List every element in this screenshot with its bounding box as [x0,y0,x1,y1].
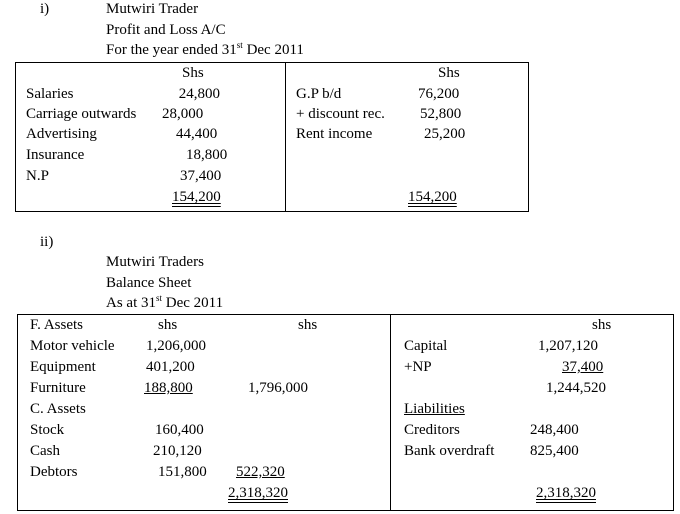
current-asset-label: Stock [30,422,65,438]
section-number-1: i) [40,1,50,17]
liabilities-heading: Liabilities [404,401,465,417]
pl-credit-label: Rent income [296,126,373,142]
net-profit-label: +NP [404,359,432,375]
pl-debit-label: N.P [26,168,49,184]
current-asset-amount: 151,800 [158,464,207,480]
pl-title: Profit and Loss A/C [106,22,226,38]
pl-credit-total: 154,200 [408,189,457,205]
pl-debit-amount: 44,400 [176,126,218,142]
pl-debit-amount: 18,800 [186,147,228,163]
trader-name-1: Mutwiri Trader [106,1,199,17]
net-profit-amount: 37,400 [562,359,604,375]
pl-debit-amount: 24,800 [178,86,220,102]
pl-credit-amount: 52,800 [420,106,462,122]
fixed-asset-amount: 401,200 [146,359,195,375]
current-assets-heading: C. Assets [30,401,86,417]
pl-debit-label: Insurance [26,147,85,163]
pl-credit-amount: 76,200 [418,86,460,102]
current-asset-label: Debtors [30,464,78,480]
pl-debit-currency: Shs [182,65,204,81]
pl-debit-label: Advertising [26,126,97,142]
liability-label: Bank overdraft [404,443,495,459]
pl-debit-label: Salaries [26,86,74,102]
fixed-assets-heading: F. Assets [30,317,83,333]
capital-label: Capital [404,338,448,354]
liability-label: Creditors [404,422,460,438]
bs-date: As at 31st Dec 2011 [106,293,224,311]
fixed-asset-label: Furniture [30,380,86,396]
liabilities-grand-total: 2,318,320 [536,485,596,501]
fixed-assets-total: 1,796,000 [248,380,308,396]
pl-credit-label: + discount rec. [296,106,385,122]
pl-debit-total: 154,200 [172,189,221,205]
current-asset-amount: 160,400 [155,422,204,438]
current-assets-total: 522,320 [236,464,285,480]
bs-col-shs-3: shs [592,317,612,333]
fixed-asset-label: Equipment [30,359,96,375]
pl-debit-amount: 37,400 [180,168,222,184]
bs-col-shs-2: shs [298,317,318,333]
capital-total: 1,244,520 [546,380,606,396]
liability-amount: 248,400 [530,422,579,438]
assets-grand-total: 2,318,320 [228,485,288,501]
fixed-asset-amount: 188,800 [144,380,193,396]
trader-name-2: Mutwiri Traders [106,254,204,270]
bs-col-shs-1: shs [158,317,178,333]
fixed-asset-label: Motor vehicle [30,338,115,354]
pl-divider [285,62,286,212]
fixed-asset-amount: 1,206,000 [146,338,206,354]
pl-period: For the year ended 31st Dec 2011 [106,40,304,58]
pl-debit-label: Carriage outwards [26,106,137,122]
current-asset-amount: 210,120 [153,443,202,459]
current-asset-label: Cash [30,443,60,459]
pl-debit-amount: 28,000 [162,106,204,122]
bs-title: Balance Sheet [106,275,192,291]
pl-credit-currency: Shs [438,65,460,81]
liability-amount: 825,400 [530,443,579,459]
pl-credit-amount: 25,200 [424,126,466,142]
capital-amount: 1,207,120 [538,338,598,354]
bs-divider [390,314,391,511]
section-number-2: ii) [40,234,54,250]
pl-credit-label: G.P b/d [296,86,342,102]
